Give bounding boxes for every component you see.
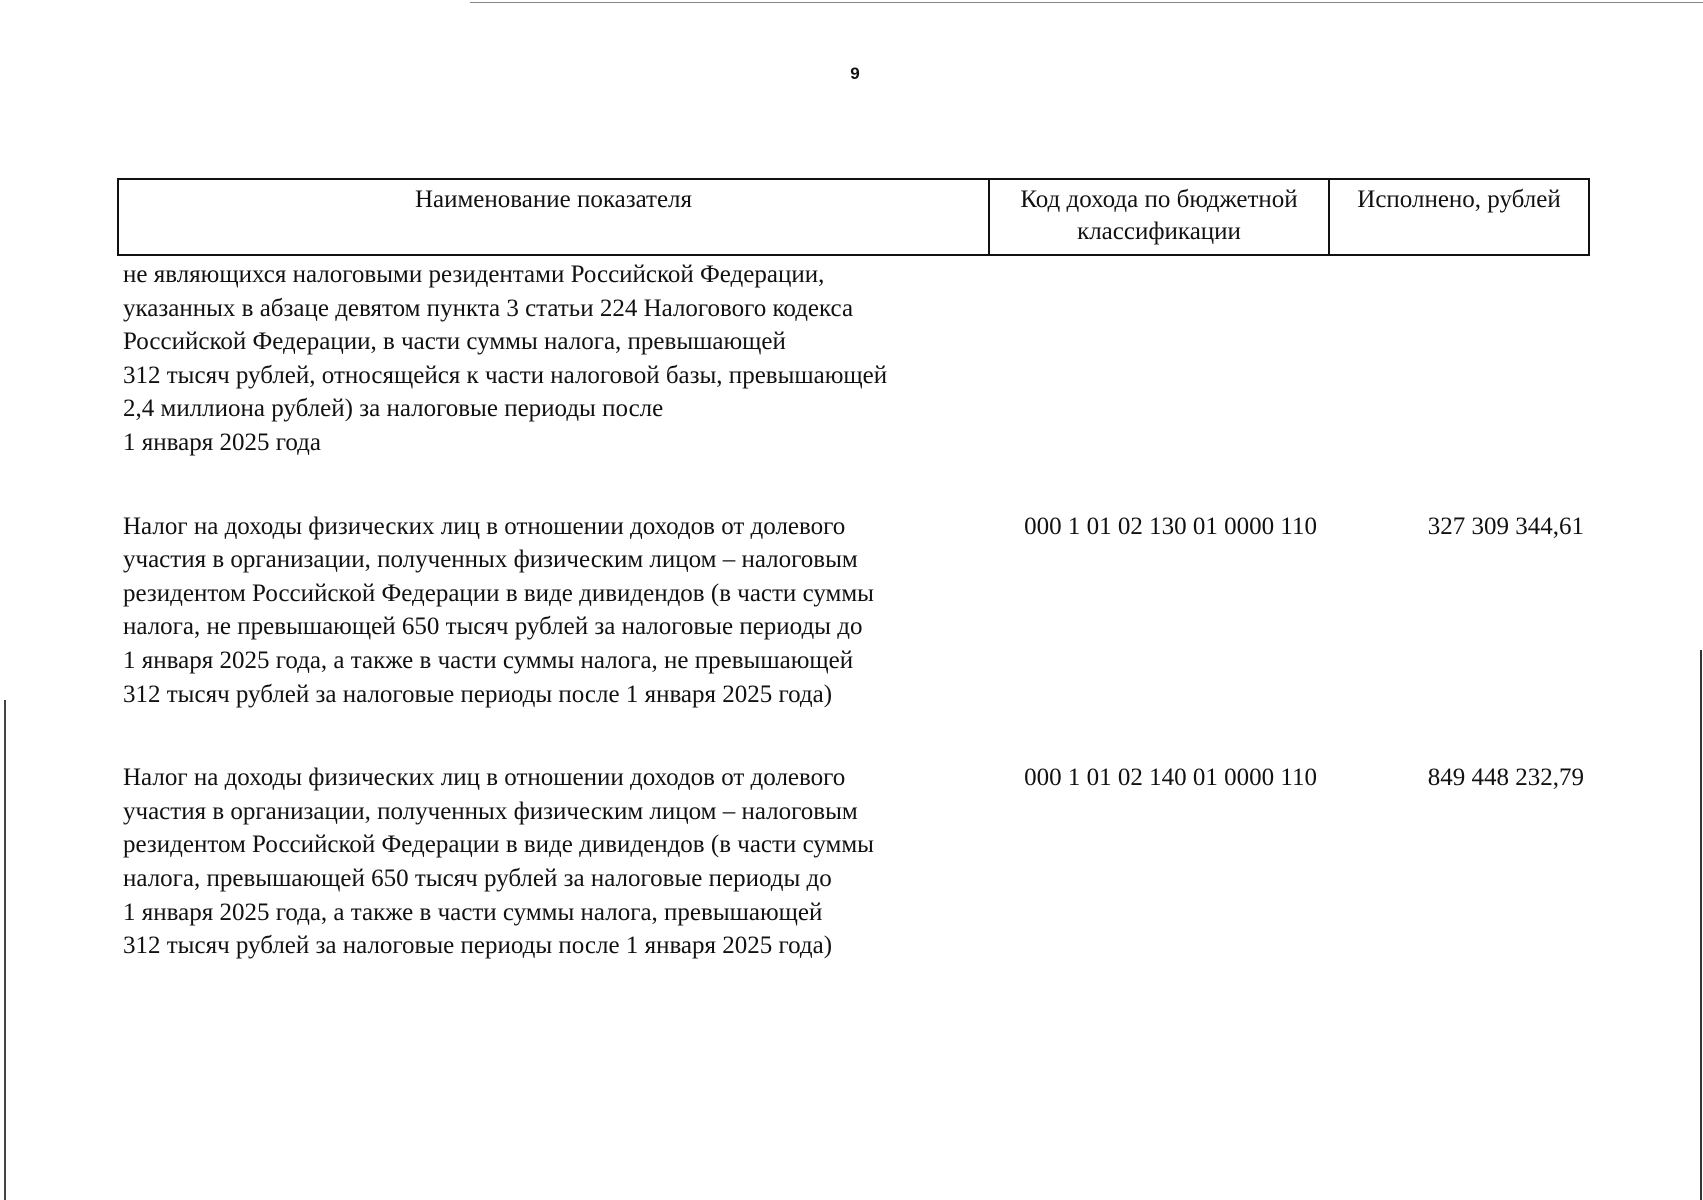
- row-name-line: 312 тысяч рублей, относящейся к части налоговой базы, превышающей: [123, 361, 888, 389]
- row-name-line: не являющихся налоговыми резидентами Российской Федерации,: [123, 261, 825, 288]
- row-value: [1328, 258, 1590, 460]
- row-name-line: налога, не превышающей 650 тысяч рублей за налоговые периоды до: [123, 613, 863, 641]
- row-code: 000 1 01 02 140 01 0000 110: [1024, 764, 1317, 792]
- row-name: [117, 258, 967, 460]
- row-value: 327 309 344,61: [1427, 512, 1584, 540]
- row-name-line: 1 января 2025 года: [123, 428, 321, 456]
- scan-edge-top: [470, 2, 1703, 3]
- table-row: [117, 258, 1590, 460]
- row-name-line: 1 января 2025 года, а также в части суммы налога, превышающей: [123, 898, 823, 926]
- row-name-line: 2,4 миллиона рублей) за налоговые периоды после: [123, 395, 664, 423]
- row-name-line: 312 тысяч рублей за налоговые периоды после 1 января 2025 года): [123, 680, 833, 708]
- row-value: 849 448 232,79: [1427, 764, 1584, 792]
- table-body: [117, 258, 1590, 963]
- row-name-line: 312 тысяч рублей за налоговые периоды после 1 января 2025 года): [123, 932, 833, 960]
- row-name-line: резидентом Российской Федерации в виде дивидендов (в части суммы: [123, 579, 874, 607]
- row-name-line: Российской Федерации, в части суммы налога, превышающей: [123, 328, 786, 356]
- row-name-line: участия в организации, полученных физическим лицом – налоговым: [123, 546, 858, 574]
- row-name-line: указанных в абзаце девятом пункта 3 статьи 224 Налогового кодекса: [123, 294, 854, 322]
- page-number: 9: [850, 64, 860, 83]
- table-row: [117, 761, 1590, 963]
- scan-edge-left: [4, 700, 6, 1200]
- row-name-line: Налог на доходы физических лиц в отношении доходов от долевого: [123, 764, 846, 792]
- header-value: Исполнено, рублей: [1357, 186, 1561, 213]
- row-name-line: 1 января 2025 года, а также в части суммы налога, не превышающей: [123, 646, 854, 674]
- header-name: Наименование показателя: [119, 180, 990, 254]
- row-name: [117, 510, 967, 712]
- row-name-line: налога, превышающей 650 тысяч рублей за налоговые периоды до: [123, 864, 832, 892]
- table-row: [117, 510, 1590, 712]
- row-code: 000 1 01 02 130 01 0000 110: [1024, 512, 1317, 540]
- scan-edge-right: [1700, 650, 1702, 1200]
- header-code: Код дохода по бюджетной классификации: [990, 180, 1330, 254]
- row-name: [117, 761, 967, 963]
- row-code: [967, 258, 1328, 460]
- row-name-line: участия в организации, полученных физическим лицом – налоговым: [123, 797, 858, 825]
- row-name-line: резидентом Российской Федерации в виде дивидендов (в части суммы: [123, 831, 874, 859]
- table-header: [117, 178, 1590, 256]
- row-name-line: Налог на доходы физических лиц в отношении доходов от долевого: [123, 512, 846, 540]
